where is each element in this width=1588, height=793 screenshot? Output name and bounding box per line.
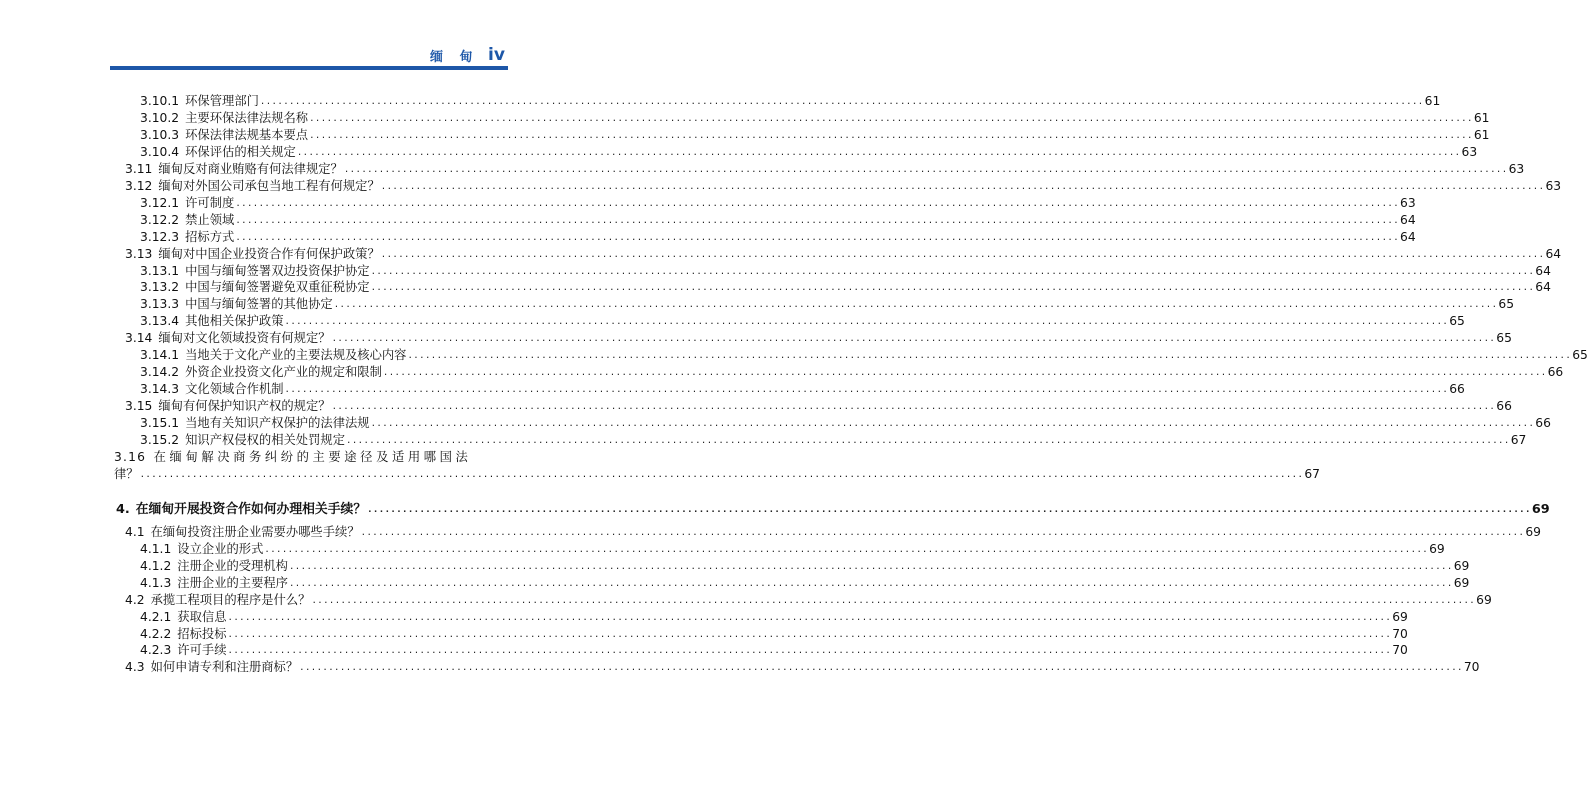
toc-leader-dots: ........................................................................................................................................................................................................ xyxy=(333,300,1498,311)
toc-leader-dots: ........................................................................................................................................................................................................ xyxy=(360,527,1525,538)
toc-entry-page: 67 xyxy=(1510,433,1527,447)
toc-leader-dots: ........................................................................................................................................................................................................ xyxy=(311,595,1476,606)
toc-entry-number: 3.15 xyxy=(125,399,153,414)
toc-entry-title: 文化领域合作机制 xyxy=(185,382,284,397)
toc-entry-page: 66 xyxy=(1547,365,1564,380)
toc-entry-title: 环保管理部门 xyxy=(185,94,259,108)
running-header-title: 缅 甸 xyxy=(430,50,479,65)
toc-entry[interactable] xyxy=(0,642,1408,659)
toc-entry-page: 65 xyxy=(1498,297,1515,312)
toc-entry-page: 66 xyxy=(1496,399,1512,414)
toc-entry-title: 注册企业的主要程序 xyxy=(177,575,288,590)
toc-entry-title: 律？ xyxy=(114,466,139,481)
toc-entry-page: 65 xyxy=(1496,331,1512,346)
toc-entry-number: 3.13 xyxy=(125,246,153,261)
toc-leader-dots: ........................................................................................................................................................................................................ xyxy=(367,504,1531,515)
toc-entry-page: 69 xyxy=(1392,609,1408,624)
toc-entry[interactable] xyxy=(0,501,1550,518)
toc-leader-dots: ........................................................................................................................................................................................................ xyxy=(299,663,1463,674)
toc-leader-dots: ........................................................................................................................................................................................................ xyxy=(264,544,1429,555)
toc-leader-dots: ........................................................................................................................................................................................................ xyxy=(331,334,1496,345)
toc-entry-number: 3.10.1 xyxy=(140,94,180,108)
toc-entry[interactable] xyxy=(0,558,1470,575)
toc-entry-page: 69 xyxy=(1531,501,1550,517)
toc-entry-title: 注册企业的受理机构 xyxy=(177,558,288,573)
toc-leader-dots: ........................................................................................................................................................................................................ xyxy=(259,97,1424,107)
toc-entry-page: 64 xyxy=(1545,246,1562,261)
toc-entry[interactable] xyxy=(0,178,1562,195)
toc-entry[interactable] xyxy=(0,398,1512,415)
toc-entry-title: 外资企业投资文化产业的规定和限制 xyxy=(185,365,382,380)
toc-leader-dots: ........................................................................................................................................................................................................ xyxy=(227,612,1392,623)
toc-leader-dots: ........................................................................................................................................................................................................ xyxy=(380,249,1545,260)
toc-entry-number: 3.14.1 xyxy=(140,348,180,363)
toc-entry-page: 63 xyxy=(1461,144,1478,159)
toc-entry-number: 4.2 xyxy=(125,592,145,607)
toc-entry[interactable] xyxy=(0,626,1408,643)
toc-entry-page: 69 xyxy=(1453,575,1470,590)
toc-entry-title: 当地关于文化产业的主要法规及核心内容 xyxy=(185,348,407,363)
toc-entry-page: 70 xyxy=(1463,660,1480,675)
toc-leader-dots: ........................................................................................................................................................................................................ xyxy=(343,164,1508,175)
toc-entry-number: 3.13.3 xyxy=(140,297,180,312)
toc-entry-page: 61 xyxy=(1424,94,1441,108)
toc-leader-dots: ........................................................................................................................................................................................................ xyxy=(227,646,1392,657)
toc-entry[interactable] xyxy=(0,279,1551,296)
toc-entry-number: 4.1.1 xyxy=(140,541,172,556)
toc-entry-page: 69 xyxy=(1453,558,1470,573)
toc-entry-number: 4.3 xyxy=(125,660,145,675)
toc-entry-number: 3.11 xyxy=(125,161,153,176)
toc-entry-number: 3.15.1 xyxy=(140,416,180,431)
toc-entry-title: 其他相关保护政策 xyxy=(185,314,284,329)
toc-entry-page: 66 xyxy=(1535,416,1551,431)
toc-entry-number: 3.10.3 xyxy=(140,127,180,142)
toc-entry-page: 70 xyxy=(1392,643,1408,658)
toc-entry[interactable] xyxy=(0,592,1492,609)
toc-entry-number: 3.10.4 xyxy=(140,144,180,159)
toc-entry-number: 3.12.3 xyxy=(140,229,180,244)
toc-entry-page: 64 xyxy=(1535,280,1551,295)
toc-leader-dots: ........................................................................................................................................................................................................ xyxy=(382,368,1547,379)
toc-entry-title: 许可手续 xyxy=(177,643,227,658)
toc-leader-dots: ........................................................................................................................................................................................................ xyxy=(370,266,1535,277)
toc-entry[interactable] xyxy=(0,659,1480,676)
toc-entry[interactable] xyxy=(0,575,1470,592)
toc-leader-dots: ........................................................................................................................................................................................................ xyxy=(235,232,1400,243)
toc-leader-dots: ........................................................................................................................................................................................................ xyxy=(370,419,1535,430)
toc-entry-title: 招标投标 xyxy=(177,626,227,641)
toc-entry-title: 许可制度 xyxy=(185,195,235,210)
toc-entry[interactable] xyxy=(0,212,1416,229)
toc-entry-page: 70 xyxy=(1392,626,1408,641)
toc-entry-page: 69 xyxy=(1429,541,1445,556)
toc-entry-title: 在缅甸投资注册企业需要办哪些手续？ xyxy=(150,524,360,539)
toc-entry[interactable] xyxy=(0,347,1588,364)
toc-entry-title: 环保法律法规基本要点 xyxy=(185,127,309,142)
toc-entry-number: 3.12 xyxy=(125,178,153,193)
toc-entry-title: 中国与缅甸签署避免双重征税协定 xyxy=(185,280,370,295)
toc-leader-dots: ........................................................................................................................................................................................................ xyxy=(346,436,1510,446)
toc-entry-page: 64 xyxy=(1535,263,1551,278)
toc-entry[interactable] xyxy=(0,161,1525,178)
toc-entry-title: 中国与缅甸签署的其他协定 xyxy=(185,297,333,312)
toc-entry[interactable] xyxy=(0,144,1478,161)
toc-entry[interactable] xyxy=(0,110,1490,127)
toc-entry-number: 4.1 xyxy=(125,524,145,539)
toc-entry-number: 4.1.2 xyxy=(140,558,172,573)
toc-entry-number: 4.2.3 xyxy=(140,643,172,658)
toc-entry-page: 69 xyxy=(1525,524,1541,539)
toc-entry-number: 3.13.4 xyxy=(140,314,180,329)
toc-entry[interactable] xyxy=(0,195,1416,212)
toc-leader-dots: ........................................................................................................................................................................................................ xyxy=(288,578,1453,589)
toc-entry-wrapped-line[interactable]: 3.16 在缅甸解决商务纠纷的主要途径及适用哪国法 xyxy=(114,449,469,464)
toc-leader-dots: ........................................................................................................................................................................................................ xyxy=(309,130,1473,141)
toc-entry-page: 65 xyxy=(1449,314,1465,329)
toc-entry-title: 主要环保法律法规名称 xyxy=(185,110,309,125)
toc-entry[interactable] xyxy=(0,93,1441,110)
toc-leader-dots: ........................................................................................................................................................................................................ xyxy=(284,385,1449,396)
toc-entry[interactable] xyxy=(0,381,1465,398)
toc-entry[interactable] xyxy=(0,263,1551,280)
toc-entry[interactable] xyxy=(0,296,1515,313)
toc-entry-title: 缅甸对外国公司承包当地工程有何规定？ xyxy=(158,178,380,193)
toc-entry-title: 获取信息 xyxy=(177,609,227,624)
toc-leader-dots: ........................................................................................................................................................................................................ xyxy=(309,113,1473,124)
toc-entry[interactable] xyxy=(0,330,1512,347)
toc-entry-page: 69 xyxy=(1476,592,1492,607)
toc-leader-dots: ........................................................................................................................................................................................................ xyxy=(331,402,1496,413)
toc-entry-title: 当地有关知识产权保护的法律法规 xyxy=(185,416,370,431)
toc-entry[interactable] xyxy=(0,541,1445,558)
toc-leader-dots: ........................................................................................................................................................................................................ xyxy=(370,283,1535,294)
toc-leader-dots: ........................................................................................................................................................................................................ xyxy=(288,561,1453,572)
toc-entry-page: 63 xyxy=(1400,195,1416,210)
toc-entry-number: 4.2.2 xyxy=(140,626,172,641)
toc-entry-title: 如何申请专利和注册商标？ xyxy=(150,660,299,675)
toc-entry[interactable] xyxy=(0,364,1564,381)
toc-entry-page: 61 xyxy=(1473,127,1490,142)
toc-leader-dots: ........................................................................................................................................................................................................ xyxy=(284,317,1449,328)
toc-entry[interactable] xyxy=(0,415,1551,432)
toc-leader-dots: ........................................................................................................................................................................................................ xyxy=(296,147,1461,158)
toc-entry-title: 禁止领域 xyxy=(185,212,235,227)
header-rule xyxy=(110,66,508,70)
toc-entry-number: 4. xyxy=(116,501,130,517)
toc-entry-number: 3.13.1 xyxy=(140,263,180,278)
toc-entry[interactable] xyxy=(0,246,1562,263)
toc-entry[interactable] xyxy=(0,524,1541,541)
toc-entry-title: 知识产权侵权的相关处罚规定 xyxy=(185,433,345,447)
toc-entry-title: 缅甸反对商业贿赂有何法律规定？ xyxy=(158,161,343,176)
toc-entry-title: 在缅甸开展投资合作如何办理相关手续？ xyxy=(135,501,367,517)
toc-entry-page: 63 xyxy=(1508,161,1525,176)
toc-entry-title: 中国与缅甸签署双边投资保护协定 xyxy=(185,263,370,278)
toc-entry-title: 设立企业的形式 xyxy=(177,541,264,556)
toc-entry-page: 61 xyxy=(1473,110,1490,125)
toc-entry-page: 66 xyxy=(1449,382,1465,397)
toc-entry-title: 缅甸对文化领域投资有何规定？ xyxy=(158,331,331,346)
running-header-page-number: iv xyxy=(488,45,505,65)
toc-entry[interactable] xyxy=(0,609,1408,626)
toc-entry-number: 3.12.2 xyxy=(140,212,180,227)
toc-entry-page: 63 xyxy=(1545,178,1562,193)
toc-entry-page: 64 xyxy=(1400,229,1416,244)
toc-entry-number: 3.12.1 xyxy=(140,195,180,210)
toc-entry-page: 65 xyxy=(1572,348,1588,363)
toc-entry-number: 3.14.3 xyxy=(140,382,180,397)
toc-entry-number: 3.10.2 xyxy=(140,110,180,125)
toc-entry[interactable] xyxy=(0,432,1527,449)
toc-entry-title: 招标方式 xyxy=(185,229,235,244)
toc-leader-dots: ........................................................................................................................................................................................................ xyxy=(380,181,1545,192)
toc-entry-title: 承揽工程项目的程序是什么？ xyxy=(150,592,311,607)
toc-leader-dots: ........................................................................................................................................................................................................ xyxy=(407,351,1572,362)
toc-entry-page: 67 xyxy=(1304,466,1320,481)
toc-entry-wrapped-continuation[interactable] xyxy=(114,466,1320,483)
toc-leader-dots: ........................................................................................................................................................................................................ xyxy=(139,469,1304,480)
toc-entry-number: 3.14.2 xyxy=(140,365,180,380)
toc-entry[interactable] xyxy=(0,127,1490,144)
toc-entry-page: 64 xyxy=(1400,212,1416,227)
toc-entry-number: 4.1.3 xyxy=(140,575,172,590)
toc-entry-title: 缅甸有何保护知识产权的规定？ xyxy=(158,399,331,414)
toc-entry[interactable] xyxy=(0,229,1416,246)
toc-entry-title: 缅甸对中国企业投资合作有何保护政策？ xyxy=(158,246,380,261)
toc-leader-dots: ........................................................................................................................................................................................................ xyxy=(227,629,1392,640)
toc-entry-number: 3.15.2 xyxy=(140,433,180,447)
toc-entry[interactable] xyxy=(0,313,1465,330)
toc-entry-number: 4.2.1 xyxy=(140,609,172,624)
toc-leader-dots: ........................................................................................................................................................................................................ xyxy=(235,198,1400,209)
toc-entry-title: 环保评估的相关规定 xyxy=(185,144,296,159)
toc-entry-number: 3.14 xyxy=(125,331,153,346)
toc-leader-dots: ........................................................................................................................................................................................................ xyxy=(235,215,1400,226)
toc-entry-number: 3.13.2 xyxy=(140,280,180,295)
